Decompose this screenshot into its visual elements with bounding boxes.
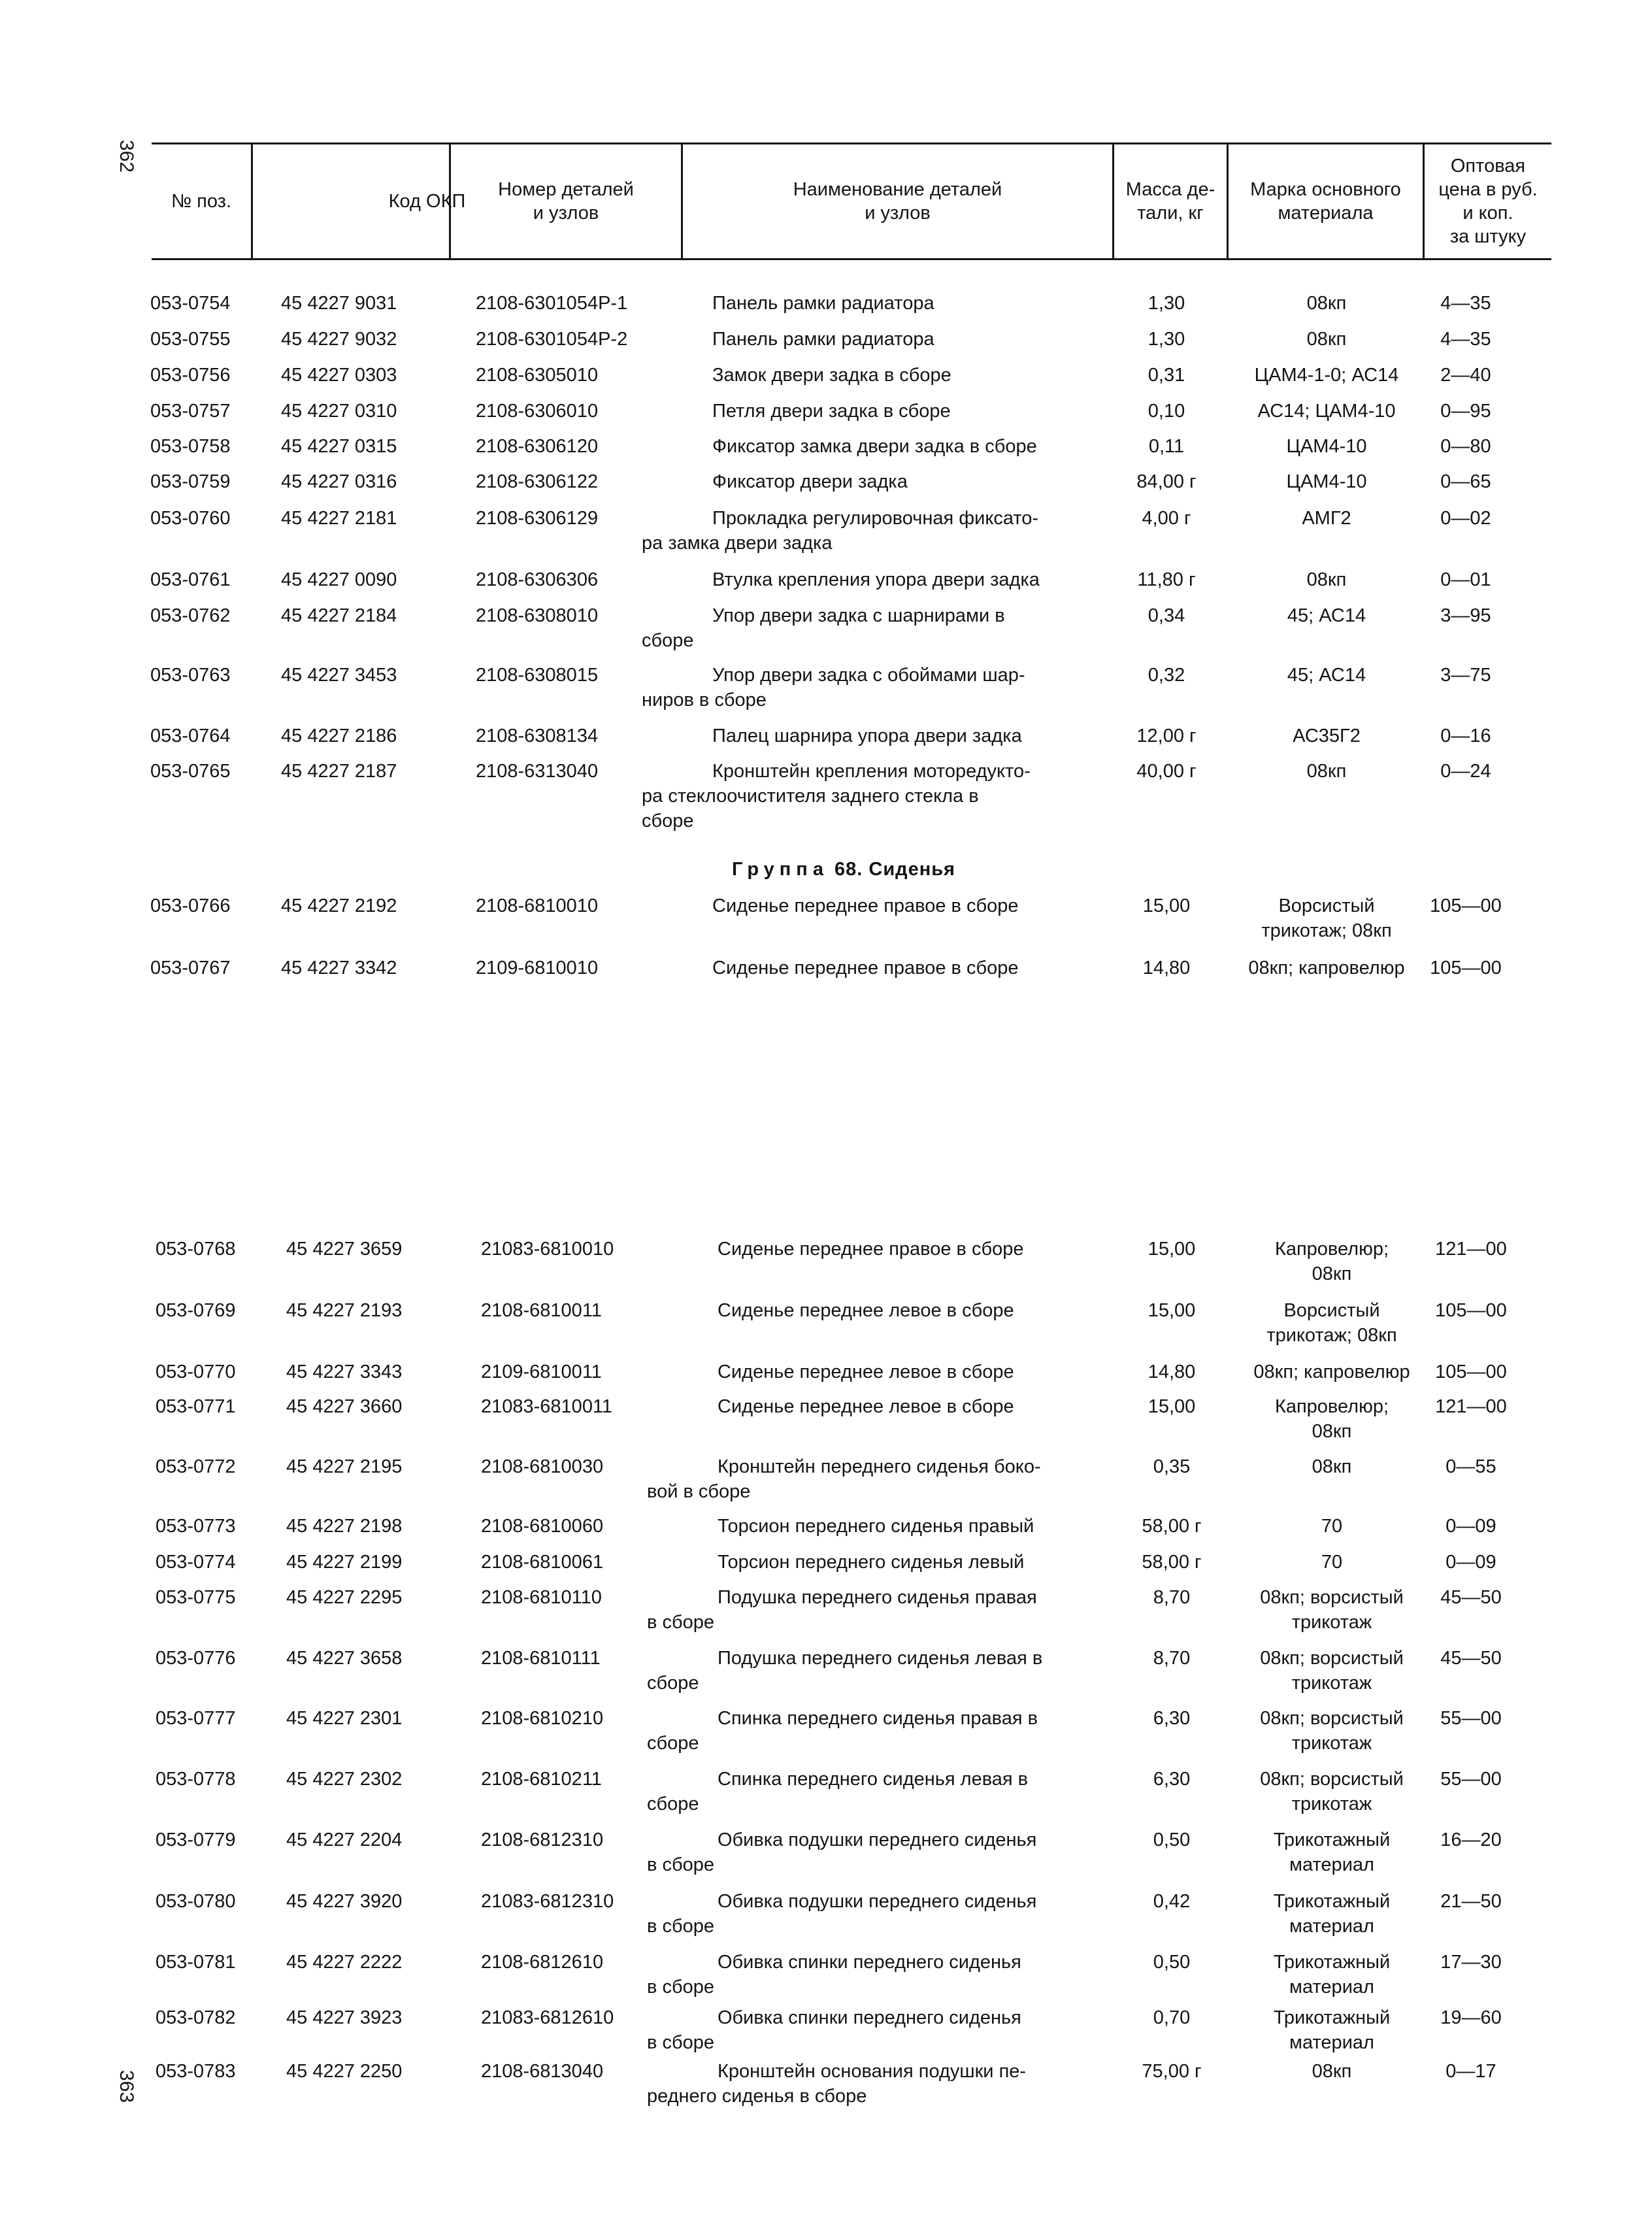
- cell-part-no: 2108-6810030: [481, 1456, 604, 1477]
- cell-pos: 053-0776: [156, 1648, 236, 1669]
- cell-price: 105—00: [1435, 1362, 1507, 1382]
- cell-part-no: 21083-6810010: [481, 1239, 614, 1260]
- cell-pos: 053-0773: [156, 1516, 236, 1537]
- cell-material: Ворсистый трикотаж; 08кп: [1261, 895, 1392, 941]
- cell-price: 0—24: [1440, 761, 1491, 782]
- cell-price: 55—00: [1440, 1769, 1502, 1790]
- cell-okp: 45 4227 2193: [286, 1300, 403, 1321]
- cell-material: 08кп: [1312, 2061, 1352, 2082]
- cell-mass: 0,42: [1153, 1891, 1191, 1912]
- cell-price: 21—50: [1440, 1891, 1502, 1912]
- cell-pos: 053-0774: [156, 1552, 236, 1573]
- cell-mass: 8,70: [1153, 1648, 1191, 1669]
- cell-mass: 4,00 г: [1142, 508, 1191, 529]
- cell-price: 0—55: [1446, 1456, 1496, 1477]
- cell-mass: 6,30: [1153, 1769, 1191, 1790]
- cell-pos: 053-0769: [156, 1300, 236, 1321]
- cell-name: Спинка переднего сиденья левая в сборе: [647, 1769, 1029, 1814]
- cell-okp: 45 4227 9032: [281, 329, 397, 350]
- cell-name: Кронштейн основания подушки пе- реднего сиденья в сборе: [647, 2061, 1027, 2107]
- cell-name: Втулка крепления упора двери задка: [712, 569, 1040, 590]
- cell-price: 17—30: [1440, 1952, 1502, 1973]
- cell-mass: 0,50: [1153, 1952, 1191, 1973]
- cell-price: 0—65: [1440, 471, 1491, 492]
- cell-pos: 053-0778: [156, 1769, 236, 1790]
- cell-pos: 053-0766: [150, 895, 231, 916]
- cell-okp: 45 4227 0315: [281, 436, 397, 457]
- cell-part-no: 2108-6810010: [476, 895, 599, 916]
- page-number-bottom: 363: [116, 2069, 138, 2103]
- cell-material: 08кп; ворсистый трикотаж: [1260, 1587, 1404, 1633]
- cell-okp: 45 4227 3659: [286, 1239, 403, 1260]
- cell-pos: 053-0765: [150, 761, 231, 782]
- header-material: Марка основного материала: [1227, 144, 1423, 258]
- cell-material: ЦАМ4-1-0; АС14: [1254, 365, 1399, 386]
- cell-mass: 0,35: [1153, 1456, 1191, 1477]
- cell-okp: 45 4227 9031: [281, 293, 397, 314]
- cell-pos: 053-0757: [150, 401, 231, 422]
- cell-okp: 45 4227 3660: [286, 1396, 403, 1417]
- cell-mass: 0,10: [1148, 401, 1185, 422]
- cell-okp: 45 4227 2302: [286, 1769, 403, 1790]
- cell-mass: 0,70: [1153, 2007, 1191, 2028]
- cell-name: Фиксатор замка двери задка в сборе: [712, 436, 1037, 457]
- cell-material: Трикотажный материал: [1273, 1952, 1391, 1997]
- cell-price: 0—02: [1440, 508, 1491, 529]
- cell-name: Обивка подушки переднего сиденья в сборе: [647, 1830, 1037, 1875]
- cell-price: 2—40: [1440, 365, 1491, 386]
- cell-price: 55—00: [1440, 1708, 1502, 1729]
- cell-okp: 45 4227 2184: [281, 605, 397, 626]
- header-name: Наименование деталей и узлов: [681, 144, 1112, 258]
- cell-material: 08кп: [1306, 569, 1347, 590]
- cell-part-no: 2108-6313040: [476, 761, 599, 782]
- cell-part-no: 2108-6306306: [476, 569, 599, 590]
- cell-okp: 45 4227 3658: [286, 1648, 403, 1669]
- cell-price: 0—09: [1446, 1552, 1496, 1573]
- cell-pos: 053-0756: [150, 365, 231, 386]
- cell-name: Сиденье переднее левое в сборе: [718, 1300, 1014, 1321]
- cell-part-no: 2108-6813040: [481, 2061, 604, 2082]
- cell-price: 0—80: [1440, 436, 1491, 457]
- cell-price: 19—60: [1440, 2007, 1502, 2028]
- cell-name: Панель рамки радиатора: [712, 329, 934, 350]
- cell-name: Прокладка регулировочная фиксато- ра замка двери задка: [642, 508, 1039, 554]
- cell-okp: 45 4227 3923: [286, 2007, 403, 2028]
- cell-name: Торсион переднего сиденья левый: [718, 1552, 1025, 1573]
- cell-pos: 053-0772: [156, 1456, 236, 1477]
- cell-pos: 053-0771: [156, 1396, 236, 1417]
- cell-name: Упор двери задка с шарнирами в сборе: [642, 605, 1005, 651]
- cell-price: 121—00: [1435, 1396, 1507, 1417]
- cell-material: Трикотажный материал: [1273, 1830, 1391, 1875]
- cell-part-no: 21083-6810011: [481, 1396, 613, 1417]
- cell-price: 105—00: [1430, 958, 1502, 978]
- cell-price: 16—20: [1440, 1830, 1502, 1850]
- cell-okp: 45 4227 2204: [286, 1830, 403, 1850]
- page-number-top: 362: [116, 139, 138, 173]
- cell-part-no: 2108-6308010: [476, 605, 599, 626]
- cell-name: Сиденье переднее правое в сборе: [712, 895, 1019, 916]
- cell-okp: 45 4227 0090: [281, 569, 397, 590]
- cell-okp: 45 4227 3920: [286, 1891, 403, 1912]
- header-mass: Масса де- тали, кг: [1112, 144, 1227, 258]
- cell-name: Торсион переднего сиденья правый: [718, 1516, 1034, 1537]
- cell-price: 105—00: [1430, 895, 1502, 916]
- cell-mass: 15,00: [1148, 1300, 1196, 1321]
- cell-mass: 0,50: [1153, 1830, 1191, 1850]
- header-pos: № поз.: [171, 191, 232, 212]
- cell-okp: 45 4227 2295: [286, 1587, 403, 1608]
- cell-material: АС14; ЦАМ4-10: [1257, 401, 1396, 422]
- cell-okp: 45 4227 0316: [281, 471, 397, 492]
- cell-mass: 15,00: [1148, 1396, 1196, 1417]
- cell-pos: 053-0758: [150, 436, 231, 457]
- cell-part-no: 2108-6810210: [481, 1708, 604, 1729]
- cell-part-no: 21083-6812610: [481, 2007, 614, 2028]
- cell-mass: 11,80 г: [1137, 569, 1196, 590]
- cell-price: 0—17: [1446, 2061, 1496, 2082]
- header-price: Оптовая цена в руб. и коп. за штуку: [1423, 144, 1551, 258]
- cell-name: Панель рамки радиатора: [712, 293, 934, 314]
- cell-mass: 58,00 г: [1142, 1552, 1202, 1573]
- cell-mass: 0,32: [1148, 665, 1185, 686]
- cell-material: 45; АС14: [1287, 605, 1366, 626]
- cell-material: 08кп: [1306, 293, 1347, 314]
- header-okp: Код ОКП: [251, 144, 601, 258]
- cell-material: АС35Г2: [1293, 726, 1361, 746]
- cell-okp: 45 4227 2222: [286, 1952, 403, 1973]
- cell-mass: 6,30: [1153, 1708, 1191, 1729]
- cell-price: 105—00: [1435, 1300, 1507, 1321]
- cell-price: 4—35: [1440, 329, 1491, 350]
- cell-pos: 053-0780: [156, 1891, 236, 1912]
- cell-mass: 40,00 г: [1136, 761, 1197, 782]
- cell-mass: 14,80: [1142, 958, 1191, 978]
- cell-price: 4—35: [1440, 293, 1491, 314]
- cell-material: ЦАМ4-10: [1286, 436, 1367, 457]
- cell-pos: 053-0779: [156, 1830, 236, 1850]
- cell-part-no: 2108-6301054Р-2: [476, 329, 628, 350]
- cell-mass: 0,11: [1148, 436, 1185, 457]
- cell-mass: 15,00: [1142, 895, 1191, 916]
- cell-pos: 053-0768: [156, 1239, 236, 1260]
- cell-price: 3—75: [1440, 665, 1491, 686]
- table-header: [152, 142, 1551, 260]
- cell-name: Палец шарнира упора двери задка: [712, 726, 1022, 746]
- cell-pos: 053-0775: [156, 1587, 236, 1608]
- cell-material: 45; АС14: [1287, 665, 1366, 686]
- cell-okp: 45 4227 0303: [281, 365, 397, 386]
- cell-material: Ворсистый трикотаж; 08кп: [1266, 1300, 1397, 1346]
- cell-mass: 8,70: [1153, 1587, 1191, 1608]
- cell-part-no: 2108-6306120: [476, 436, 599, 457]
- cell-mass: 75,00 г: [1142, 2061, 1202, 2082]
- cell-name: Обивка спинки переднего сиденья в сборе: [647, 2007, 1021, 2053]
- cell-part-no: 2109-6810010: [476, 958, 599, 978]
- cell-part-no: 2108-6810211: [481, 1769, 602, 1790]
- cell-okp: 45 4227 2198: [286, 1516, 403, 1537]
- cell-part-no: 2108-6305010: [476, 365, 599, 386]
- cell-okp: 45 4227 3342: [281, 958, 397, 978]
- cell-part-no: 2108-6306129: [476, 508, 599, 529]
- cell-okp: 45 4227 3453: [281, 665, 397, 686]
- cell-material: 08кп: [1306, 329, 1347, 350]
- cell-pos: 053-0781: [156, 1952, 236, 1973]
- cell-part-no: 2108-6810061: [481, 1552, 604, 1573]
- cell-okp: 45 4227 2250: [286, 2061, 403, 2082]
- cell-name: Кронштейн крепления моторедукто- ра стеклоочистителя заднего стекла в сборе: [642, 761, 1031, 831]
- header-part-no: Номер деталей и узлов: [449, 144, 681, 258]
- cell-price: 3—95: [1440, 605, 1491, 626]
- cell-okp: 45 4227 2186: [281, 726, 397, 746]
- cell-material: Капровелюр; 08кп: [1274, 1239, 1389, 1284]
- cell-part-no: 2109-6810011: [481, 1362, 602, 1382]
- group-heading: [732, 859, 955, 880]
- cell-price: 0—01: [1440, 569, 1491, 590]
- cell-name: Обивка подушки переднего сиденья в сборе: [647, 1891, 1037, 1937]
- cell-mass: 1,30: [1148, 329, 1185, 350]
- cell-part-no: 2108-6810110: [481, 1587, 602, 1608]
- cell-name: Замок двери задка в сборе: [712, 365, 951, 386]
- cell-price: 121—00: [1435, 1239, 1507, 1260]
- cell-okp: 45 4227 3343: [286, 1362, 403, 1382]
- cell-pos: 053-0763: [150, 665, 231, 686]
- cell-pos: 053-0782: [156, 2007, 236, 2028]
- cell-pos: 053-0783: [156, 2061, 236, 2082]
- cell-okp: 45 4227 2181: [281, 508, 397, 529]
- cell-okp: 45 4227 2195: [286, 1456, 403, 1477]
- group-title: 68. Сиденья: [834, 859, 955, 880]
- cell-part-no: 2108-6306010: [476, 401, 599, 422]
- cell-mass: 0,34: [1148, 605, 1185, 626]
- cell-pos: 053-0770: [156, 1362, 236, 1382]
- cell-material: Капровелюр; 08кп: [1274, 1396, 1389, 1442]
- cell-name: Подушка переднего сиденья правая в сборе: [647, 1587, 1037, 1633]
- cell-material: 70: [1321, 1516, 1343, 1537]
- cell-name: Упор двери задка с обоймами шар- ниров в сборе: [642, 665, 1025, 710]
- cell-material: 08кп; ворсистый трикотаж: [1260, 1708, 1404, 1754]
- cell-mass: 84,00 г: [1136, 471, 1197, 492]
- cell-price: 45—50: [1440, 1648, 1502, 1669]
- cell-name: Сиденье переднее правое в сборе: [718, 1239, 1024, 1260]
- cell-part-no: 2108-6810011: [481, 1300, 602, 1321]
- cell-material: 08кп; капровелюр: [1248, 958, 1405, 978]
- cell-part-no: 2108-6810111: [481, 1648, 601, 1669]
- cell-material: 08кп; ворсистый трикотаж: [1260, 1648, 1404, 1694]
- cell-name: Спинка переднего сиденья правая в сборе: [647, 1708, 1038, 1754]
- cell-pos: 053-0777: [156, 1708, 236, 1729]
- cell-material: 08кп: [1312, 1456, 1352, 1477]
- cell-pos: 053-0754: [150, 293, 231, 314]
- cell-pos: 053-0762: [150, 605, 231, 626]
- cell-mass: 15,00: [1148, 1239, 1196, 1260]
- cell-part-no: 2108-6308015: [476, 665, 599, 686]
- group-prefix: Группа: [732, 859, 829, 880]
- cell-name: Сиденье переднее левое в сборе: [718, 1396, 1014, 1417]
- cell-mass: 14,80: [1148, 1362, 1196, 1382]
- cell-pos: 053-0767: [150, 958, 231, 978]
- cell-okp: 45 4227 2199: [286, 1552, 403, 1573]
- cell-part-no: 2108-6812610: [481, 1952, 604, 1973]
- cell-mass: 1,30: [1148, 293, 1185, 314]
- cell-part-no: 2108-6301054Р-1: [476, 293, 628, 314]
- cell-pos: 053-0760: [150, 508, 231, 529]
- cell-okp: 45 4227 2301: [286, 1708, 403, 1729]
- cell-part-no: 2108-6810060: [481, 1516, 604, 1537]
- cell-material: 08кп: [1306, 761, 1347, 782]
- cell-part-no: 21083-6812310: [481, 1891, 614, 1912]
- cell-name: Фиксатор двери задка: [712, 471, 908, 492]
- cell-name: Обивка спинки переднего сиденья в сборе: [647, 1952, 1021, 1997]
- cell-price: 0—09: [1446, 1516, 1496, 1537]
- cell-name: Петля двери задка в сборе: [712, 401, 951, 422]
- cell-part-no: 2108-6812310: [481, 1830, 604, 1850]
- cell-material: Трикотажный материал: [1273, 1891, 1391, 1937]
- cell-part-no: 2108-6306122: [476, 471, 599, 492]
- cell-price: 45—50: [1440, 1587, 1502, 1608]
- cell-material: Трикотажный материал: [1273, 2007, 1391, 2053]
- cell-part-no: 2108-6308134: [476, 726, 599, 746]
- cell-pos: 053-0759: [150, 471, 231, 492]
- cell-price: 0—95: [1440, 401, 1491, 422]
- cell-material: 70: [1321, 1552, 1343, 1573]
- cell-mass: 58,00 г: [1142, 1516, 1202, 1537]
- cell-material: ЦАМ4-10: [1286, 471, 1367, 492]
- cell-name: Кронштейн переднего сиденья боко- вой в сборе: [647, 1456, 1041, 1502]
- cell-name: Сиденье переднее левое в сборе: [718, 1362, 1014, 1382]
- cell-pos: 053-0755: [150, 329, 231, 350]
- cell-okp: 45 4227 0310: [281, 401, 397, 422]
- cell-mass: 0,31: [1148, 365, 1185, 386]
- cell-material: АМГ2: [1302, 508, 1351, 529]
- cell-okp: 45 4227 2187: [281, 761, 397, 782]
- cell-price: 0—16: [1440, 726, 1491, 746]
- cell-material: 08кп; ворсистый трикотаж: [1260, 1769, 1404, 1814]
- cell-pos: 053-0764: [150, 726, 231, 746]
- cell-name: Сиденье переднее правое в сборе: [712, 958, 1019, 978]
- cell-pos: 053-0761: [150, 569, 231, 590]
- cell-mass: 12,00 г: [1136, 726, 1197, 746]
- cell-name: Подушка переднего сиденья левая в сборе: [647, 1648, 1043, 1694]
- cell-material: 08кп; капровелюр: [1253, 1362, 1410, 1382]
- cell-okp: 45 4227 2192: [281, 895, 397, 916]
